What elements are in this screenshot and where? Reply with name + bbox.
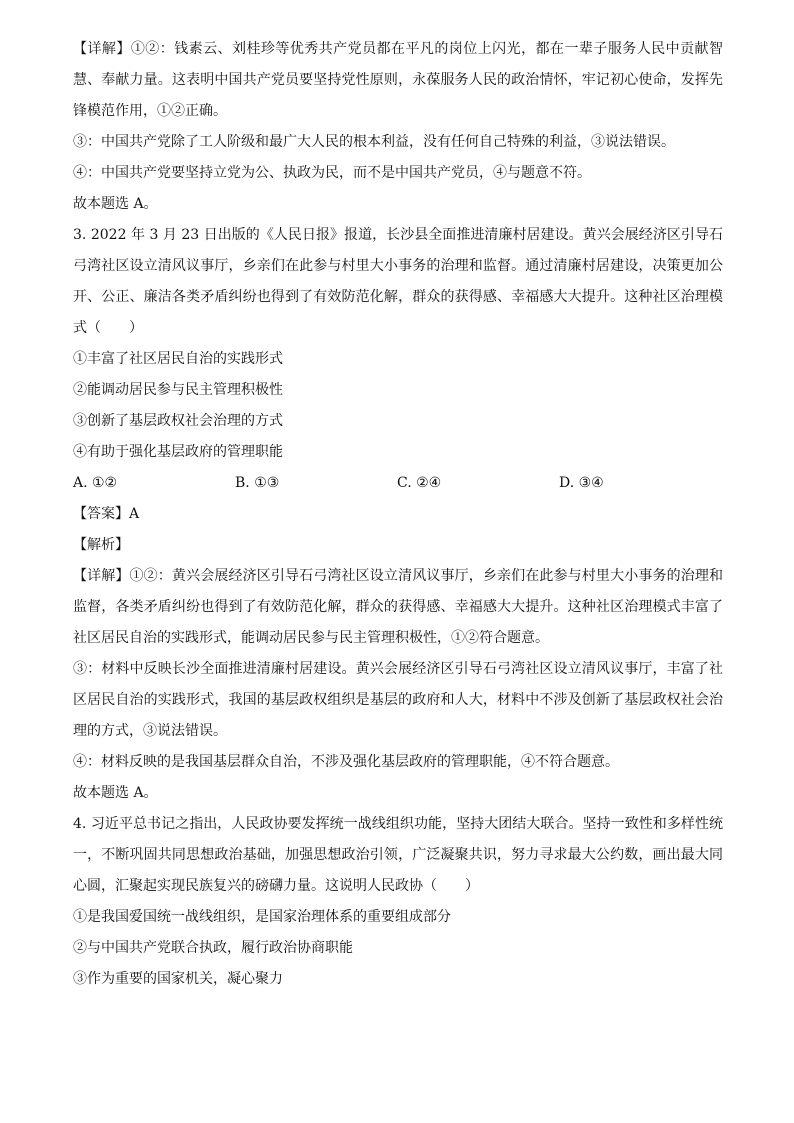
question-3-option-4: ④有助于强化基层政府的管理职能 [73, 444, 283, 460]
detail-item-3-q3: ③：材料中反映长沙全面推进清廉村居建设。黄兴会展经济区引导石弓湾社区设立清风议事厅，丰富了社区居民自治的实践形式，我国的基层政权组织是基层的政府和人大，材料中不涉及创新了基层政权社会治理的方式，③说法错误。 [73, 661, 723, 739]
question-3-stem: 3. 2022 年 3 月 23 日出版的《人民日报》报道，长沙县全面推进清廉村居建设。黄兴会展经济区引导石弓湾社区设立清风议事厅，乡亲们在此参与村里大小事务的治理和监督。通过清廉村居建设，决策更加公开、公正、廉洁各类矛盾纠纷也得到了有效防范化解，群众的获得感、幸福感大大提升。这种社区治理模式（ ） [73, 227, 723, 336]
analysis-heading-q3: 【解析】 [73, 537, 129, 553]
question-3-option-3: ③创新了基层政权社会治理的方式 [73, 413, 283, 429]
question-4-option-1: ①是我国爱国统一战线组织，是国家治理体系的重要组成部分 [73, 909, 451, 925]
question-4-option-2: ②与中国共产党联合执政，履行政治协商职能 [73, 940, 353, 956]
answer-q3: 【答案】A [73, 506, 140, 522]
choice-c: C. ②④ [397, 475, 442, 491]
detail-item-4-q3: ④：材料反映的是我国基层群众自治，不涉及强化基层政府的管理职能，④不符合题意。 [73, 754, 619, 770]
conclusion-q2: 故本题选 A。 [73, 196, 158, 212]
detail-item-4-q2: ④：中国共产党要坚持立党为公、执政为民，而不是中国共产党员，④与题意不符。 [73, 165, 591, 181]
detail-item-3-q2: ③：中国共产党除了工人阶级和最广大人民的根本利益，没有任何自己特殊的利益，③说法错误。 [73, 134, 675, 150]
question-3-option-1: ①丰富了社区居民自治的实践形式 [73, 351, 283, 367]
choice-a: A. ①② [73, 475, 118, 491]
question-3-choices [73, 468, 723, 499]
choice-d: D. ③④ [559, 475, 604, 491]
document-page [73, 34, 723, 995]
question-3-option-2: ②能调动居民参与民主管理积极性 [73, 382, 283, 398]
conclusion-q3: 故本题选 A。 [73, 785, 158, 801]
question-4-option-3: ③作为重要的国家机关，凝心聚力 [73, 971, 283, 987]
question-4-stem: 4. 习近平总书记之指出，人民政协要发挥统一战线组织功能，坚持大团结大联合。坚持一致性和多样性统一，不断巩固共同思想政治基础，加强思想政治引领，广泛凝聚共识，努力寻求最大公约数，画出最大同心圆，汇聚起实现民族复兴的磅礴力量。这说明人民政协（ ） [73, 816, 723, 894]
detail-paragraph-q3: 【详解】①②：黄兴会展经济区引导石弓湾社区设立清风议事厅，乡亲们在此参与村里大小事务的治理和监督，各类矛盾纠纷也得到了有效防范化解，群众的获得感、幸福感大大提升。这种社区治理模式丰富了社区居民自治的实践形式，能调动居民参与民主管理积极性，①②符合题意。 [73, 568, 723, 646]
detail-paragraph-q2: 【详解】①②：钱素云、刘桂珍等优秀共产党员都在平凡的岗位上闪光，都在一辈子服务人民中贡献智慧、奉献力量。这表明中国共产党员要坚持党性原则，永葆服务人民的政治情怀，牢记初心使命，发挥先锋模范作用，①②正确。 [73, 41, 723, 119]
choice-b: B. ①③ [235, 475, 280, 491]
